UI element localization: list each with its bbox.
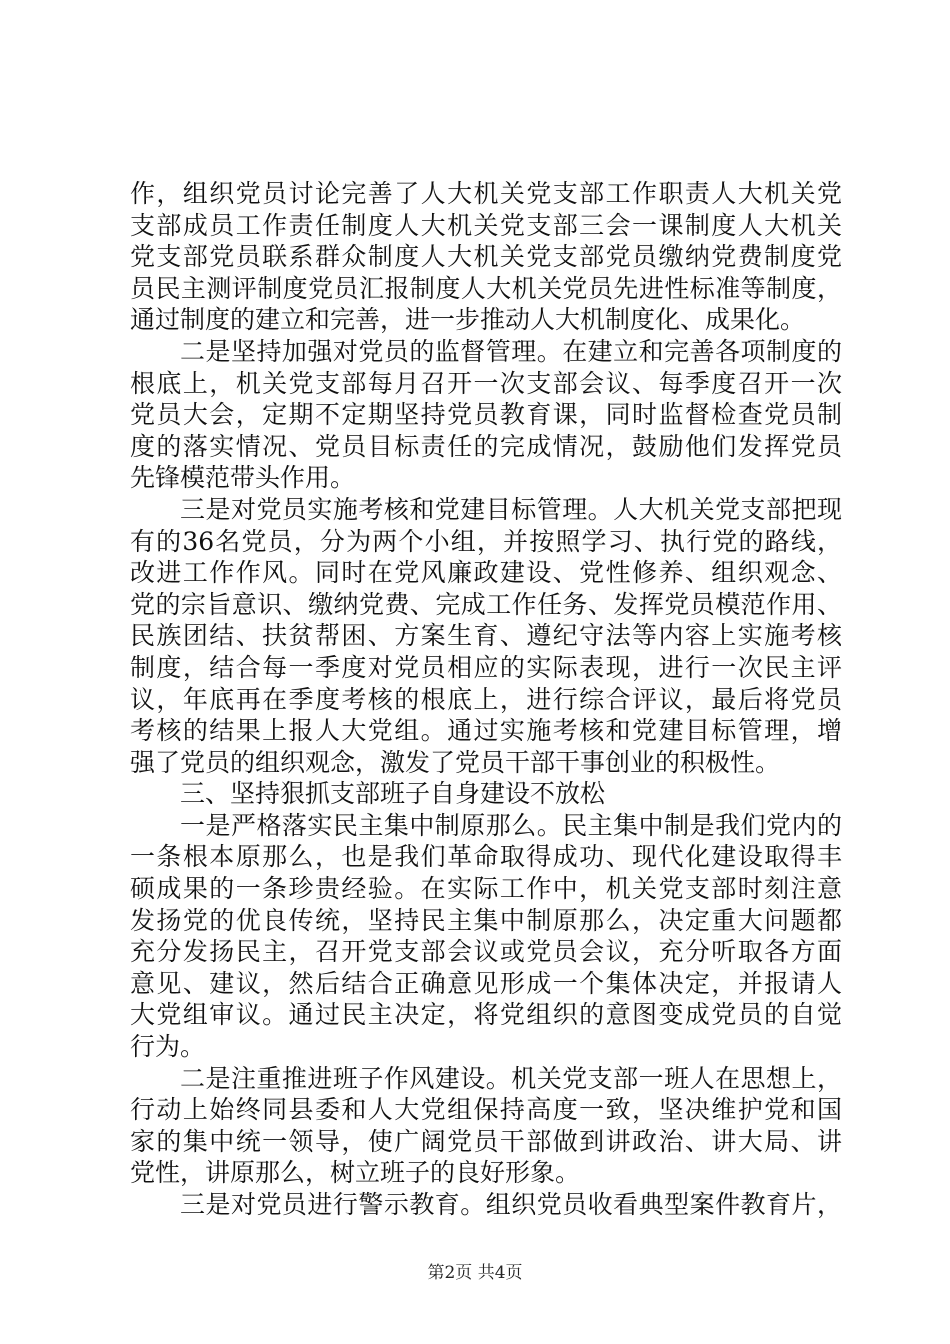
text-line: 民族团结、扶贫帮困、方案生育、遵纪守法等内容上实施考核 — [130, 621, 842, 651]
text-line: 党支部党员联系群众制度人大机关党支部党员缴纳党费制度党 — [130, 242, 842, 272]
text-line: 通过制度的建立和完善，进一步推动人大机制度化、成果化。 — [130, 305, 806, 335]
text-line: 意见、建议，然后结合正确意见形成一个集体决定，并报请人 — [130, 968, 842, 998]
text-line: 大党组审议。通过民主决定，将党组织的意图变成党员的自觉 — [130, 1000, 842, 1030]
section-heading: 三、坚持狠抓支部班子自身建设不放松 — [180, 779, 606, 809]
body-text — [130, 178, 842, 1221]
text-line: 一条根本原那么，也是我们革命取得成功、现代化建设取得丰 — [130, 842, 842, 872]
text-line: 一是严格落实民主集中制原那么。民主集中制是我们党内的 — [180, 810, 842, 840]
text-line: 家的集中统一领导，使广阔党员干部做到讲政治、讲大局、讲 — [130, 1126, 842, 1156]
text-line: 度的落实情况、党员目标责任的完成情况，鼓励他们发挥党员 — [130, 431, 842, 461]
text-line: 党的宗旨意识、缴纳党费、完成工作任务、发挥党员模范作用、 — [130, 589, 842, 619]
text-line: 改进工作作风。同时在党风廉政建设、党性修养、组织观念、 — [130, 558, 842, 588]
text-line: 员民主测评制度党员汇报制度人大机关党员先进性标准等制度， — [130, 273, 842, 303]
text-line: 议，年底再在季度考核的根底上，进行综合评议，最后将党员 — [130, 684, 842, 714]
text-line: 党员大会，定期不定期坚持党员教育课，同时监督检查党员制 — [130, 400, 842, 430]
text-line: 行动上始终同县委和人大党组保持高度一致，坚决维护党和国 — [130, 1095, 842, 1125]
text-line: 二是注重推进班子作风建设。机关党支部一班人在思想上， — [180, 1063, 842, 1093]
text-line: 强了党员的组织观念，激发了党员干部干事创业的积极性。 — [130, 747, 781, 777]
text-line: 三是对党员进行警示教育。组织党员收看典型案件教育片， — [180, 1190, 842, 1219]
text-line: 考核的结果上报人大党组。通过实施考核和党建目标管理，增 — [130, 716, 842, 746]
text-line: 三是对党员实施考核和党建目标管理。人大机关党支部把现 — [180, 494, 842, 524]
text-line: 行为。 — [130, 1032, 206, 1062]
text-line: 二是坚持加强对党员的监督管理。在建立和完善各项制度的 — [180, 336, 842, 366]
text-line: 党性，讲原那么，树立班子的良好形象。 — [130, 1158, 581, 1188]
text-line: 硕成果的一条珍贵经验。在实际工作中，机关党支部时刻注意 — [130, 874, 842, 904]
text-line: 支部成员工作责任制度人大机关党支部三会一课制度人大机关 — [130, 210, 842, 240]
text-line: 根底上，机关党支部每月召开一次支部会议、每季度召开一次 — [130, 368, 842, 398]
text-line: 先锋模范带头作用。 — [130, 463, 356, 493]
text-line: 作，组织党员讨论完善了人大机关党支部工作职责人大机关党 — [130, 179, 842, 208]
text-line: 充分发扬民主，召开党支部会议或党员会议，充分听取各方面 — [130, 937, 842, 967]
text-line: 发扬党的优良传统，坚持民主集中制原那么，决定重大问题都 — [130, 905, 842, 935]
page-number-footer: 第2页 共4页 — [427, 1263, 523, 1283]
text-line: 制度，结合每一季度对党员相应的实际表现，进行一次民主评 — [130, 652, 842, 682]
text-line: 有的36名党员，分为两个小组，并按照学习、执行党的路线， — [130, 526, 842, 556]
